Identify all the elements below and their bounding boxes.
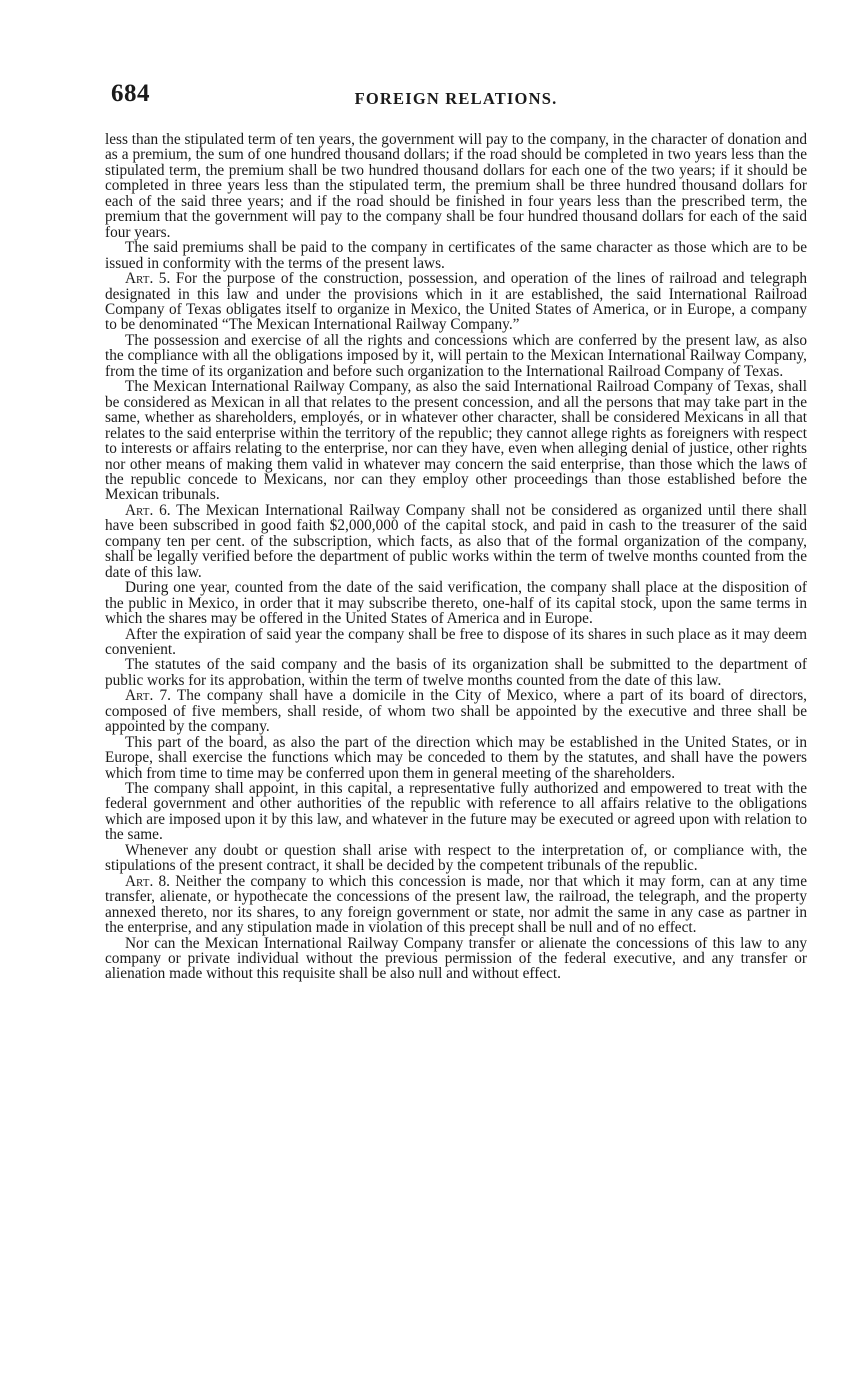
paragraph-text: The Mexican International Railway Company, as also the said International Railroad Company of Texas, shall be considered as Mexican in all that relates to the present concession, and all the persons that may take part in the same, whether as shareholders, employés, or in whatever other character, shall be considered Mexicans in all that relates to the said enterprise within the territory of the republic; they cannot allege rights as foreigners with respect to interests or affairs relating to the enterprise, nor can they have, even when alleging denial of justice, other rights nor other means of making them valid in whatever may concern the said enterprise, than those which the laws of the republic concede to Mexicans, nor can they employ other proceedings than those established before the Mexican tribunals. — [105, 378, 807, 504]
page-header — [105, 80, 807, 114]
paragraph-text: less than the stipulated term of ten years, the government will pay to the company, in the character of donation and as a premium, the sum of one hundred thousand dollars; if the road should be completed in two years less than the stipulated term, the premium shall be two hundred thousand dollars for each one of the two years; if it should be completed in three years less than the stipulated term, the premium shall be three hundred thousand dollars for each of the said three years; and if the road should be finished in four years less than the prescribed term, the premium that the government will pay to the company shall be four hundred thousand dollars for each of the said four years. — [105, 131, 807, 241]
paragraph — [105, 627, 807, 658]
paragraph-text: This part of the board, as also the part of the direction which may be established in the United States, or in Europe, shall exercise the functions which may be conceded to them by the statutes, and shall have the powers which from time to time may be conferred upon them in general meeting of the shareholders. — [105, 733, 807, 782]
paragraph — [105, 843, 807, 874]
paragraph — [105, 735, 807, 781]
article-label: Art. 8. — [125, 872, 171, 890]
paragraph-text: For the purpose of the construction, possession, and operation of the lines of railroad and telegraph designated in this law and under the provisions which in it are established, the said International Railroad Company of Texas obligates itself to organize in Mexico, the United States of America, or in Europe, a company to be denominated “The Mexican International Railway Company.” — [105, 270, 807, 334]
article-label: Art. 5. — [125, 270, 171, 288]
paragraph-text: During one year, counted from the date of the said verification, the company shall place at the disposition of the public in Mexico, in order that it may subscribe thereto, one-half of its capital stock, upon the same terms in which the shares may be offered in the United States of America and in Europe. — [105, 579, 807, 628]
paragraph — [105, 333, 807, 379]
paragraph — [105, 936, 807, 982]
paragraph-text: The said premiums shall be paid to the company in certificates of the same character as those which are to be issued in conformity with the terms of the present laws. — [105, 239, 807, 272]
running-head: FOREIGN RELATIONS. — [354, 89, 558, 108]
article-label: Art. 6. — [125, 501, 171, 519]
paragraph-article-7 — [105, 688, 807, 734]
paragraph-text: Whenever any doubt or question shall arise with respect to the interpretation of, or compliance with, the stipulations of the present contract, it shall be decided by the competent tribunals of the republic. — [105, 841, 807, 875]
paragraph-text: The company shall appoint, in this capital, a representative fully authorized and empowered to treat with the federal government and other authorities of the republic with reference to all affairs relative to the obligations which are imposed upon it by this law, and whatever in the future may be executed or agreed upon with relation to the same. — [105, 780, 807, 844]
paragraph-text: The statutes of the said company and the basis of its organization shall be submitted to the department of public works for its approbation, within the term of twelve months counted from the date of this law. — [105, 656, 807, 689]
page-number: 684 — [111, 80, 150, 107]
paragraph-article-5 — [105, 271, 807, 333]
paragraph-text: Neither the company to which this concession is made, nor that which it may form, can at any time transfer, alienate, or hypothecate the concessions of the present law, the railroad, the telegraph, and the property annexed thereto, nor its shares, to any foreign government or state, nor admit the same in any case as partner in the enterprise, and any stipulation made in violation of this precept shall be null and of no effect. — [105, 872, 807, 937]
paragraph-text: Nor can the Mexican International Railway Company transfer or alienate the concessions of this law to any company or private individual without the previous permission of the federal executive, and any transfer or alienation made without this requisite shall be also null and without effect. — [105, 934, 807, 983]
document-page — [105, 80, 807, 982]
body-text — [105, 132, 807, 982]
paragraph — [105, 580, 807, 626]
paragraph — [105, 132, 807, 240]
paragraph — [105, 240, 807, 271]
paragraph-article-6 — [105, 503, 807, 580]
paragraph — [105, 379, 807, 503]
paragraph-text: The possession and exercise of all the rights and concessions which are conferred by the present law, as also the compliance with all the obligations imposed by it, will pertain to the Mexican International Railway Company, from the time of its organization and before such organization to the International Railroad Company of Texas. — [105, 331, 807, 380]
paragraph-text: The Mexican International Railway Company shall not be considered as organized until there shall have been subscribed in good faith $2,000,000 of the capital stock, and paid in cash to the treasurer of the said company ten per cent. of the subscription, which facts, as also that of the formal organization of the company, shall be legally verified before the department of public works within the term of twelve months counted from the date of this law. — [105, 501, 807, 581]
paragraph-text: After the expiration of said year the company shall be free to dispose of its shares in such place as it may deem convenient. — [105, 625, 807, 658]
article-label: Art. 7. — [125, 687, 171, 705]
paragraph-article-8 — [105, 874, 807, 936]
paragraph-text: The company shall have a domicile in the City of Mexico, where a part of its board of directors, composed of five members, shall reside, of whom two shall be appointed by the executive and three shall be appointed by the company. — [105, 687, 807, 736]
paragraph — [105, 781, 807, 843]
paragraph — [105, 657, 807, 688]
